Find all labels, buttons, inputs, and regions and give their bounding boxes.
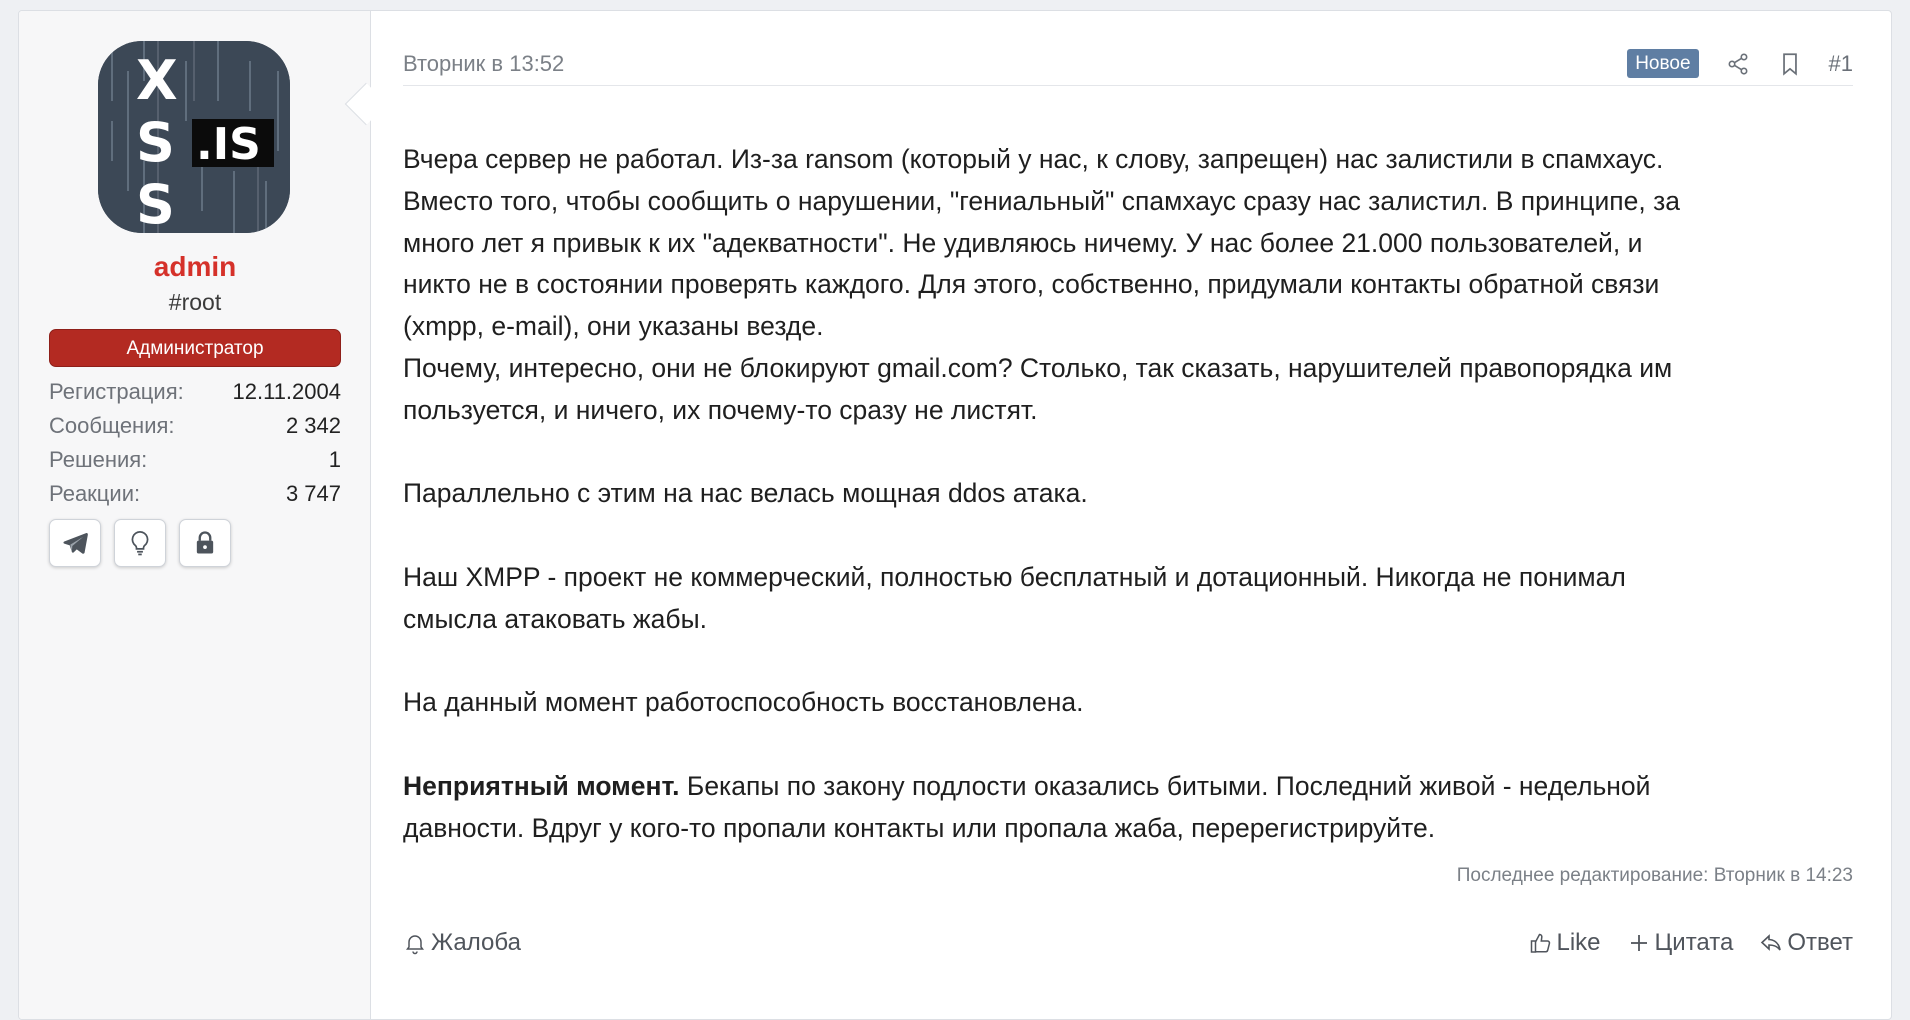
post-line-rest: Бекапы по закону подлости оказались битыми. Последний живой - недельной	[686, 770, 1651, 801]
post-line: никто не в состоянии проверять каждого. Для этого, собственно, придумали контакты обратной связи	[403, 269, 1660, 300]
post-body	[403, 139, 1853, 850]
stat-label: Реакции:	[49, 481, 141, 506]
paragraph-gap	[403, 515, 1853, 557]
share-button[interactable]	[1725, 51, 1751, 77]
private-button[interactable]	[179, 519, 231, 567]
paragraph-gap	[403, 724, 1853, 766]
avatar[interactable]	[98, 41, 290, 233]
like-button[interactable]	[1529, 929, 1601, 957]
last-edit-note: Последнее редактирование: Вторник в 14:23	[1456, 865, 1853, 886]
telegram-button[interactable]	[49, 519, 101, 567]
xss-logo-avatar-image	[98, 41, 290, 233]
footer-right	[1529, 929, 1854, 957]
reply-label: Ответ	[1787, 929, 1853, 956]
message-content	[403, 11, 1853, 1019]
post-line: Вчера сервер не работал. Из-за ransom (который у нас, к слову, запрещен) нас залистили в спамхаус.	[403, 144, 1664, 174]
svg-text:.IS: .IS	[196, 119, 261, 170]
footer-left	[403, 929, 521, 957]
user-info-panel	[19, 11, 371, 1019]
user-stats	[49, 375, 341, 511]
stat-value: 12.11.2004	[232, 379, 341, 404]
telegram-icon	[61, 529, 89, 557]
svg-text:S: S	[136, 173, 175, 233]
stat-label: Регистрация:	[49, 379, 184, 404]
svg-text:S: S	[136, 111, 175, 174]
stat-label: Решения:	[49, 447, 148, 472]
post-line: На данный момент работоспособность восстановлена.	[403, 687, 1084, 718]
post-line: Вместо того, чтобы сообщить о нарушении, "гениальный" спамхаус сразу нас залистил. В принципе, за	[403, 185, 1680, 216]
message-post	[18, 10, 1892, 1020]
post-header-actions	[1627, 49, 1853, 78]
post-line: Почему, интересно, они не блокируют gmail.com? Столько, так сказать, нарушителей правопорядка им	[403, 352, 1673, 383]
report-label: Жалоба	[431, 929, 521, 956]
lightbulb-icon	[126, 529, 154, 557]
like-label: Like	[1556, 929, 1601, 956]
stat-reactions	[49, 477, 341, 511]
new-badge: Новое	[1627, 49, 1698, 78]
paragraph-gap	[403, 641, 1853, 683]
bookmark-button[interactable]	[1777, 51, 1803, 77]
paragraph-gap	[403, 432, 1853, 474]
svg-text:X: X	[136, 49, 178, 112]
stat-value: 3 747	[285, 481, 341, 506]
quote-label: Цитата	[1654, 929, 1734, 956]
reply-icon	[1759, 931, 1783, 955]
report-button[interactable]	[403, 929, 521, 957]
lock-icon	[191, 529, 219, 557]
thumbs-up-icon	[1529, 931, 1553, 955]
user-title: #root	[168, 289, 222, 315]
stat-value[interactable]: 2 342	[285, 413, 341, 438]
stat-value: 1	[328, 447, 341, 472]
post-number-link[interactable]: #1	[1828, 50, 1853, 76]
stat-registration	[49, 375, 341, 409]
post-line: давности. Вдруг у кого-то пропали контакты или пропала жаба, перерегистрируйте.	[403, 812, 1436, 843]
idea-button[interactable]	[114, 519, 166, 567]
bookmark-icon	[1777, 51, 1803, 77]
post-line-bold-lead	[403, 766, 1853, 808]
post-footer	[403, 929, 1853, 973]
post-line: смысла атаковать жабы.	[403, 603, 707, 634]
post-line: пользуется, и ничего, их почему-то сразу не листят.	[403, 394, 1038, 425]
post-line: много лет я привык к их "адекватности". Не удивляюсь ничему. У нас более 21.000 пользователей, и	[403, 227, 1643, 258]
share-icon	[1725, 51, 1751, 77]
bold-lead: Неприятный момент.	[403, 770, 680, 801]
post-header	[403, 41, 1853, 86]
post-line: Наш XMPP - проект не коммерческий, полностью бесплатный и дотационный. Никогда не понимал	[403, 561, 1626, 592]
role-banner: Администратор	[49, 329, 341, 367]
stat-label: Сообщения:	[49, 413, 175, 438]
stat-messages	[49, 409, 341, 443]
stat-solutions	[49, 443, 341, 477]
plus-icon	[1627, 931, 1651, 955]
post-line: Параллельно с этим на нас велась мощная ddos атака.	[403, 478, 1088, 509]
post-date[interactable]: Вторник в 13:52	[403, 51, 565, 76]
reply-button[interactable]	[1759, 929, 1853, 957]
contact-icons	[49, 519, 231, 567]
post-line: (xmpp, e-mail), они указаны везде.	[403, 311, 824, 342]
bell-icon	[403, 931, 427, 955]
username[interactable]: admin	[153, 251, 237, 282]
quote-button[interactable]	[1627, 929, 1734, 957]
